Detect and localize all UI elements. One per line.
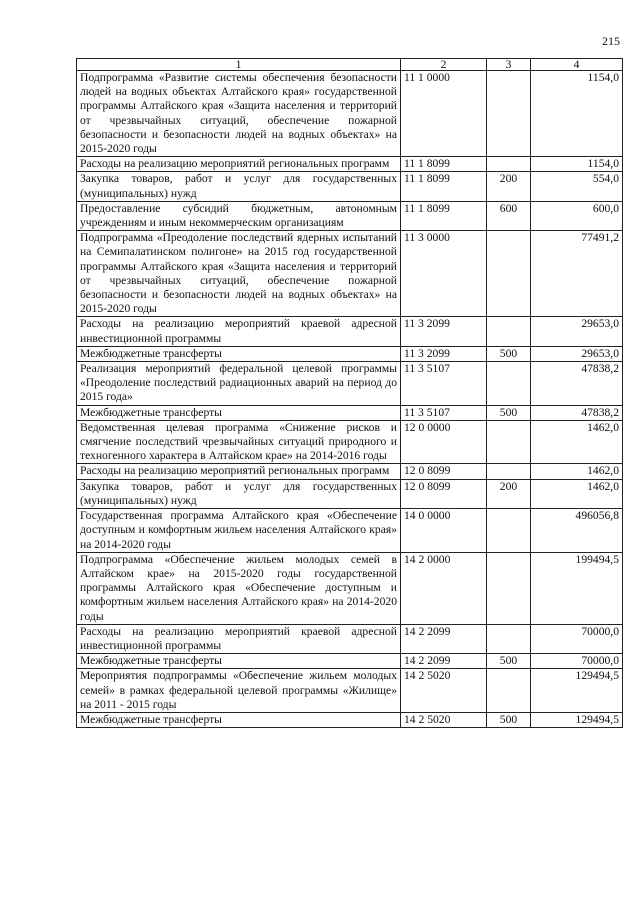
row-type-cell bbox=[487, 669, 531, 713]
row-name-cell: Государственная программа Алтайского края «Обеспечение доступным и комфортным жильем населения Алтайского края» на 2014-2020 годы bbox=[77, 509, 401, 553]
row-type-cell bbox=[487, 420, 531, 464]
header-col-4: 4 bbox=[531, 59, 623, 71]
table-row bbox=[77, 317, 623, 346]
table-row bbox=[77, 552, 623, 624]
row-code-cell: 12 0 8099 bbox=[401, 464, 487, 479]
row-type-cell bbox=[487, 552, 531, 624]
row-code-cell: 14 2 0000 bbox=[401, 552, 487, 624]
budget-table bbox=[76, 58, 623, 728]
row-code-cell: 11 1 0000 bbox=[401, 71, 487, 157]
row-code-cell: 12 0 0000 bbox=[401, 420, 487, 464]
row-code-cell: 11 3 2099 bbox=[401, 317, 487, 346]
row-code-cell: 11 3 5107 bbox=[401, 362, 487, 406]
row-sum-cell: 600,0 bbox=[531, 201, 623, 230]
row-type-cell: 500 bbox=[487, 654, 531, 669]
row-name-cell: Мероприятия подпрограммы «Обеспечение жильем молодых семей» в рамках федеральной целевой программы «Жилище» на 2011 - 2015 годы bbox=[77, 669, 401, 713]
table-row bbox=[77, 231, 623, 317]
header-col-2: 2 bbox=[401, 59, 487, 71]
table-row bbox=[77, 712, 623, 727]
table-row bbox=[77, 71, 623, 157]
page-number: 215 bbox=[602, 34, 620, 48]
row-code-cell: 11 1 8099 bbox=[401, 157, 487, 172]
row-name-cell: Закупка товаров, работ и услуг для государственных (муниципальных) нужд bbox=[77, 479, 401, 508]
row-code-cell: 14 2 2099 bbox=[401, 654, 487, 669]
row-type-cell bbox=[487, 509, 531, 553]
row-sum-cell: 77491,2 bbox=[531, 231, 623, 317]
header-col-3: 3 bbox=[487, 59, 531, 71]
row-sum-cell: 1462,0 bbox=[531, 479, 623, 508]
row-sum-cell: 496056,8 bbox=[531, 509, 623, 553]
row-sum-cell: 47838,2 bbox=[531, 405, 623, 420]
table-row bbox=[77, 669, 623, 713]
row-code-cell: 11 1 8099 bbox=[401, 172, 487, 201]
table-header-row bbox=[77, 59, 623, 71]
row-sum-cell: 29653,0 bbox=[531, 346, 623, 361]
row-name-cell: Подпрограмма «Развитие системы обеспечения безопасности людей на водных объектах Алтайского края» государственной программы Алтайского края «Защита населения и территорий от чрезвычайных ситуаций, обеспечение пожарной безопасности и безопасности людей на водных объектах» на 2015-2020 годы bbox=[77, 71, 401, 157]
row-type-cell: 600 bbox=[487, 201, 531, 230]
row-sum-cell: 70000,0 bbox=[531, 624, 623, 653]
row-type-cell bbox=[487, 231, 531, 317]
row-sum-cell: 1462,0 bbox=[531, 420, 623, 464]
row-type-cell bbox=[487, 71, 531, 157]
row-name-cell: Предоставление субсидий бюджетным, автономным учреждениям и иным некоммерческим организациям bbox=[77, 201, 401, 230]
table-row bbox=[77, 479, 623, 508]
row-name-cell: Расходы на реализацию мероприятий региональных программ bbox=[77, 157, 401, 172]
table-row bbox=[77, 172, 623, 201]
table-row bbox=[77, 157, 623, 172]
table-row bbox=[77, 509, 623, 553]
table-row bbox=[77, 420, 623, 464]
table-body bbox=[77, 71, 623, 728]
table-row bbox=[77, 201, 623, 230]
table-row bbox=[77, 346, 623, 361]
row-code-cell: 11 3 0000 bbox=[401, 231, 487, 317]
table-row bbox=[77, 405, 623, 420]
row-type-cell bbox=[487, 464, 531, 479]
row-name-cell: Подпрограмма «Обеспечение жильем молодых семей в Алтайском крае» на 2015-2020 годы государственной программы Алтайского края «Обеспечение доступным и комфортным жильем населения Алтайского края» на 2014-2020 годы bbox=[77, 552, 401, 624]
row-name-cell: Межбюджетные трансферты bbox=[77, 405, 401, 420]
row-code-cell: 11 1 8099 bbox=[401, 201, 487, 230]
row-type-cell bbox=[487, 624, 531, 653]
row-sum-cell: 70000,0 bbox=[531, 654, 623, 669]
row-code-cell: 11 3 2099 bbox=[401, 346, 487, 361]
row-code-cell: 14 2 2099 bbox=[401, 624, 487, 653]
row-name-cell: Подпрограмма «Преодоление последствий ядерных испытаний на Семипалатинском полигоне» на 2015 год государственной программы Алтайского края «Защита населения и территорий от чрезвычайных ситуаций, обеспечение пожарной безопасности и безопасности людей на водных объектах» на 2015-2020 годы bbox=[77, 231, 401, 317]
row-type-cell: 500 bbox=[487, 405, 531, 420]
row-type-cell: 500 bbox=[487, 712, 531, 727]
row-name-cell: Расходы на реализацию мероприятий региональных программ bbox=[77, 464, 401, 479]
row-type-cell: 200 bbox=[487, 172, 531, 201]
row-type-cell bbox=[487, 362, 531, 406]
row-sum-cell: 129494,5 bbox=[531, 712, 623, 727]
row-code-cell: 14 2 5020 bbox=[401, 712, 487, 727]
row-code-cell: 14 2 5020 bbox=[401, 669, 487, 713]
row-name-cell: Расходы на реализацию мероприятий краевой адресной инвестиционной программы bbox=[77, 624, 401, 653]
row-sum-cell: 554,0 bbox=[531, 172, 623, 201]
row-code-cell: 11 3 5107 bbox=[401, 405, 487, 420]
table-row bbox=[77, 362, 623, 406]
row-name-cell: Расходы на реализацию мероприятий краевой адресной инвестиционной программы bbox=[77, 317, 401, 346]
row-sum-cell: 1154,0 bbox=[531, 71, 623, 157]
row-type-cell: 200 bbox=[487, 479, 531, 508]
row-sum-cell: 129494,5 bbox=[531, 669, 623, 713]
row-sum-cell: 199494,5 bbox=[531, 552, 623, 624]
row-name-cell: Межбюджетные трансферты bbox=[77, 654, 401, 669]
table-row bbox=[77, 624, 623, 653]
row-type-cell bbox=[487, 317, 531, 346]
row-sum-cell: 1462,0 bbox=[531, 464, 623, 479]
row-name-cell: Межбюджетные трансферты bbox=[77, 346, 401, 361]
row-type-cell bbox=[487, 157, 531, 172]
row-sum-cell: 47838,2 bbox=[531, 362, 623, 406]
row-name-cell: Закупка товаров, работ и услуг для государственных (муниципальных) нужд bbox=[77, 172, 401, 201]
table-row bbox=[77, 464, 623, 479]
row-name-cell: Ведомственная целевая программа «Снижение рисков и смягчение последствий чрезвычайных ситуаций природного и техногенного характера в Алтайском крае» на 2014-2016 годы bbox=[77, 420, 401, 464]
table-row bbox=[77, 654, 623, 669]
row-name-cell: Межбюджетные трансферты bbox=[77, 712, 401, 727]
row-code-cell: 12 0 8099 bbox=[401, 479, 487, 508]
row-sum-cell: 1154,0 bbox=[531, 157, 623, 172]
row-name-cell: Реализация мероприятий федеральной целевой программы «Преодоление последствий радиационных аварий на период до 2015 года» bbox=[77, 362, 401, 406]
row-type-cell: 500 bbox=[487, 346, 531, 361]
row-sum-cell: 29653,0 bbox=[531, 317, 623, 346]
header-col-1: 1 bbox=[77, 59, 401, 71]
row-code-cell: 14 0 0000 bbox=[401, 509, 487, 553]
